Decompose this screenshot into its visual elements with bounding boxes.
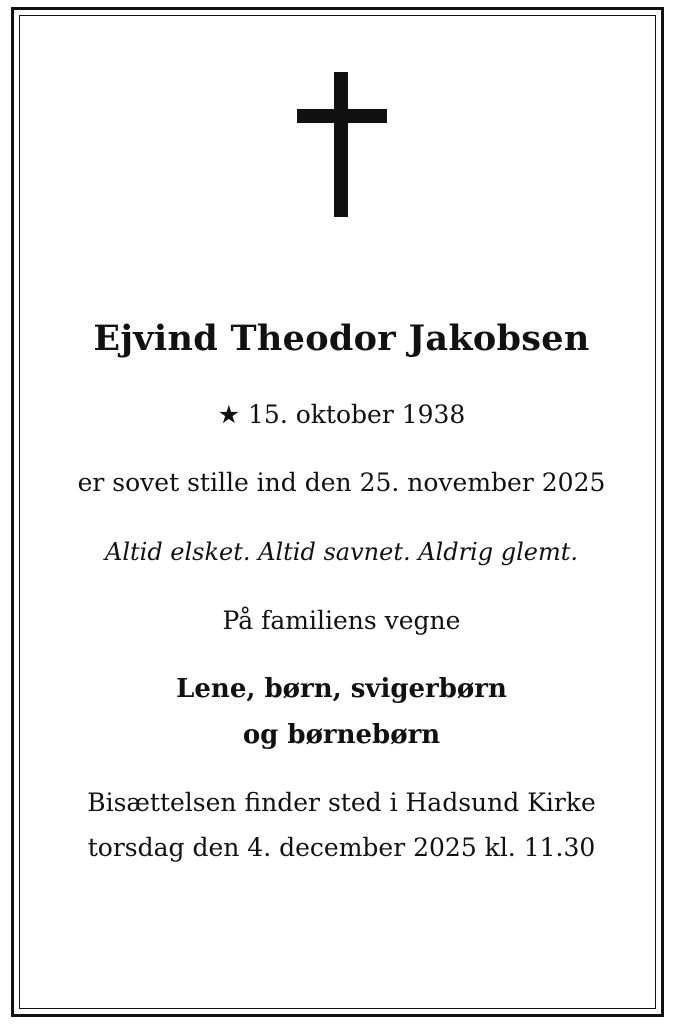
cross-horizontal-bar (297, 109, 387, 123)
family-names-line2: og børnebørn (242, 720, 441, 750)
cross-icon (297, 72, 387, 217)
death-date: er sovet stille ind den 25. november 2025 (77, 468, 606, 497)
funeral-location: Bisættelsen finder sted i Hadsund Kirke (87, 788, 596, 817)
cross-vertical-bar (334, 72, 348, 217)
family-names-line1: Lene, børn, svigerbørn (176, 674, 507, 704)
memorial-quote: Altid elsket. Altid savnet. Aldrig glemt. (104, 538, 578, 566)
deceased-name: Ejvind Theodor Jakobsen (93, 318, 590, 359)
funeral-time: torsdag den 4. december 2025 kl. 11.30 (87, 833, 596, 862)
on-behalf-text: På familiens vegne (222, 606, 461, 635)
birth-date: ★ 15. oktober 1938 (217, 400, 466, 429)
